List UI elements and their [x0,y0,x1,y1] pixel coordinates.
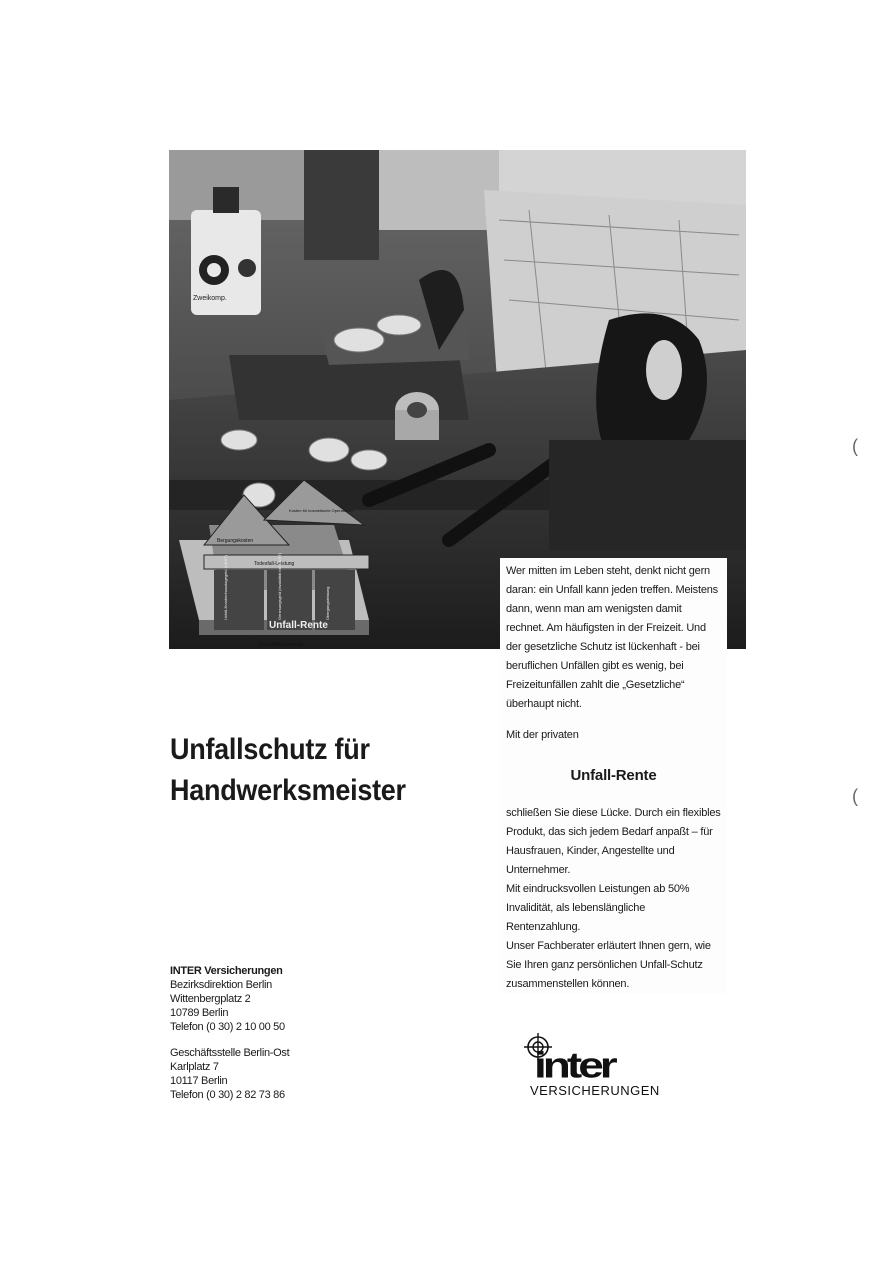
office2-line: 10117 Berlin [170,1075,228,1087]
punch-hole-mark: ( [852,786,858,806]
diagram-base: Unfall-Rente [269,620,328,631]
office2-line: Geschäftsstelle Berlin-Ost [170,1047,290,1059]
diagram-floor: Invaliditäts-Leistung [259,642,304,648]
inter-logo [522,1033,692,1103]
body-text [506,804,721,994]
office1-line: 10789 Berlin [170,1007,229,1019]
logo-wordmark: inter [534,1044,614,1086]
punch-hole-mark: ( [852,436,858,456]
logo-subtitle: VERSICHERUNGEN [530,1083,660,1098]
lead-line: Mit der privaten [506,729,579,741]
office2-line: Karlplatz 7 [170,1061,219,1073]
diagram-col3: Übergangsleistung [325,586,330,620]
body-paragraph-2: Mit eindrucksvollen Leistungen ab 50% Invalidität, als lebenslängliche Rentenzahlung. [506,883,690,933]
product-name: Unfall-Rente [570,767,657,784]
office1-line: Wittenbergplatz 2 [170,993,251,1005]
body-paragraph-3: Unser Fachberater erläutert Ihnen gern, wie Sie Ihren ganz persönlichen Unfall-Schutz zusammenstellen können. [506,940,711,990]
ad-copy-column [500,558,727,994]
company-name: INTER Versicherungen [170,965,283,977]
diagram-roof-left: Bergungskosten [217,538,254,544]
bottle-label: Zweikomp. [193,295,227,302]
intro-paragraph: Wer mitten im Leben steht, denkt nicht gern daran: ein Unfall kann jeden treffen. Meistens dann, wenn man am wenigsten damit rechnet. Am häufigsten in der Freizeit. Und der gesetzliche Schutz ist lückenhaft - bei beruflichen Unfällen gibt es wenig, bei Freizeitunfällen zahlt die „Gesetzliche“ überhaupt nicht. [506,565,718,710]
diagram-col2: Genesungsgeld (Invalidität bei UKHT) [277,552,282,620]
headline-line-1: Unfallschutz für [170,733,370,766]
diagram-col1: Unfall-Krankenhaustagegeld (UKHT) [223,554,228,620]
body-paragraph-1: schließen Sie diese Lücke. Durch ein flexibles Produkt, das sich jedem Bedarf anpaßt – für Hausfrauen, Kinder, Angestellte und Unternehmer. [506,807,721,876]
headline-line-2: Handwerksmeister [170,774,406,807]
office2-phone: Telefon (0 30) 2 82 73 86 [170,1089,285,1101]
office1-line: Bezirksdirektion Berlin [170,979,272,991]
headline [170,729,458,811]
address-block [170,964,289,1102]
diagram-band: Todesfall-Leistung [254,561,295,567]
office1-phone: Telefon (0 30) 2 10 00 50 [170,1021,285,1033]
diagram-roof-right: Kosten für kosmetische Operationen [289,508,354,513]
